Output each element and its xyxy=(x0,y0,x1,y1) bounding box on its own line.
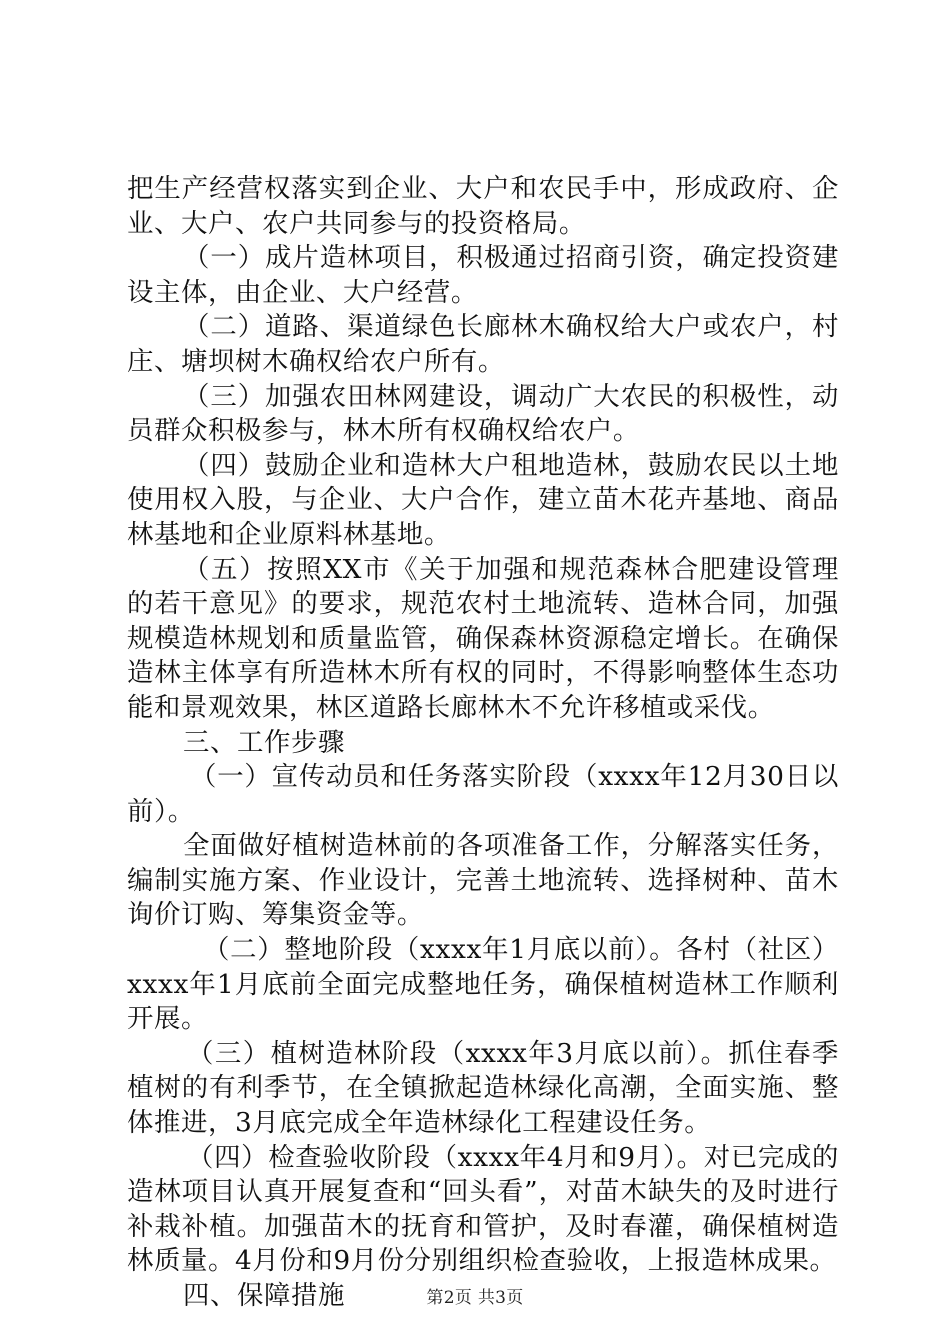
page-number-footer: 第2页 共3页 xyxy=(426,1288,524,1308)
section-heading-work-steps: 三、工作步骤 xyxy=(183,726,345,758)
paragraph-step-1: （一）宣传动员和任务落实阶段（xxxx年12月30日以前）。 xyxy=(127,761,839,827)
document-body xyxy=(127,172,839,1314)
paragraph-step-1-detail: 全面做好植树造林前的各项准备工作，分解落实任务，编制实施方案、作业设计，完善土地流转、选择树种、苗木询价订购、筹集资金等。 xyxy=(127,830,839,931)
paragraph-item-1: （一）成片造林项目，积极通过招商引资，确定投资建设主体，由企业、大户经营。 xyxy=(127,242,839,308)
paragraph-item-3: （三）加强农田林网建设，调动广大农民的积极性，动员群众积极参与，林木所有权确权给农户。 xyxy=(127,380,839,447)
paragraph-step-2: （二）整地阶段（xxxx年1月底以前）。各村（社区）xxxx年1月底前全面完成整地任务，确保植树造林工作顺利开展。 xyxy=(127,934,839,1035)
paragraph-step-3: （三）植树造林阶段（xxxx年3月底以前）。抓住春季植树的有利季节，在全镇掀起造林绿化高潮，全面实施、整体推进，3月底完成全年造林绿化工程建设任务。 xyxy=(127,1037,839,1139)
paragraph-item-5: （五）按照XX市《关于加强和规范森林合肥建设管理的若干意见》的要求，规范农村土地流转、造林合同，加强规模造林规划和质量监管，确保森林资源稳定增长。在确保造林主体享有所造林木所有权的同时，不得影响整体生态功能和景观效果，林区道路长廊林木不允许移植或采伐。 xyxy=(127,553,839,723)
paragraph-investment-pattern: 把生产经营权落实到企业、大户和农民手中，形成政府、企业、大户、农户共同参与的投资格局。 xyxy=(127,173,839,239)
section-heading-safeguards: 四、保障措施 xyxy=(183,1280,345,1311)
paragraph-item-4: （四）鼓励企业和造林大户租地造林，鼓励农民以土地使用权入股，与企业、大户合作，建立苗木花卉基地、商品林基地和企业原料林基地。 xyxy=(127,449,839,550)
paragraph-item-2: （二）道路、渠道绿色长廊林木确权给大户或农户，村庄、塘坝树木确权给农户所有。 xyxy=(127,311,839,377)
paragraph-step-4: （四）检查验收阶段（xxxx年4月和9月）。对已完成的造林项目认真开展复查和“回头看”，对苗木缺失的及时进行补栽补植。加强苗木的抚育和管护，及时春灌，确保植树造林质量。4月份和9月份分别组织检查验收，上报造林成果。 xyxy=(127,1141,839,1277)
